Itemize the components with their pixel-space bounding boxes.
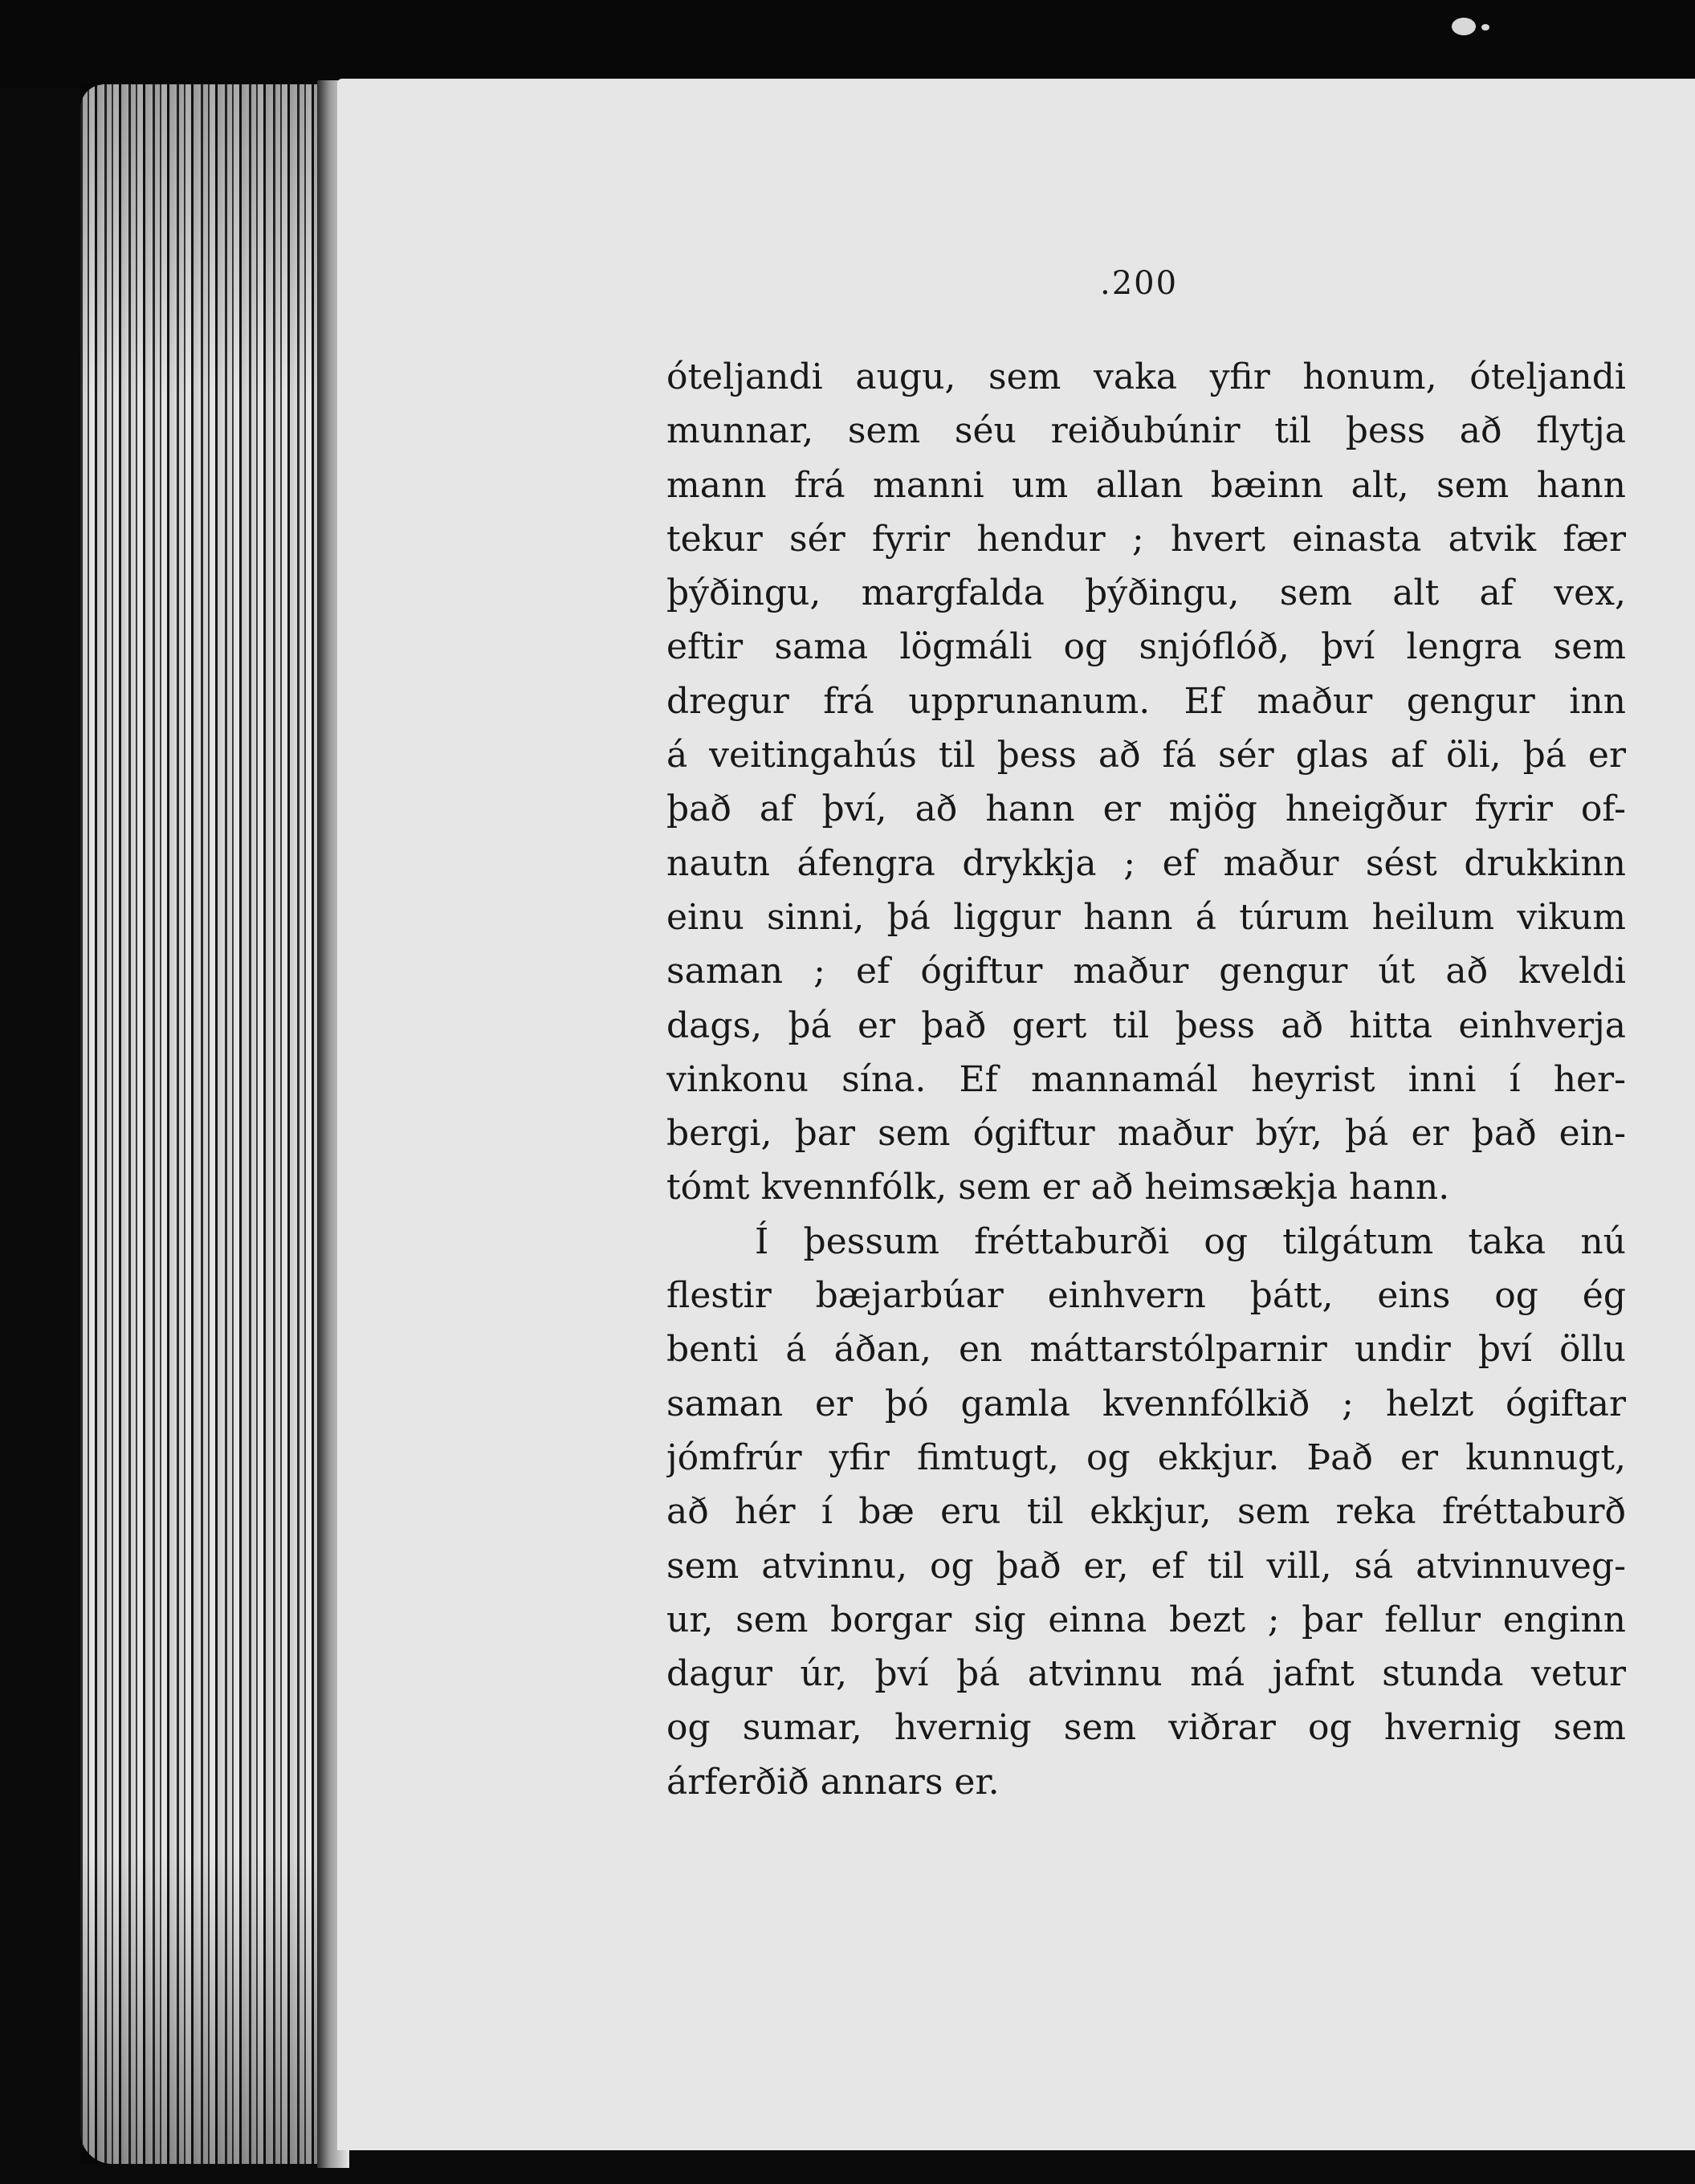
text-line: benti á áðan, en máttarstólparnir undir því öllu — [666, 1329, 1626, 1371]
body-text — [666, 350, 1626, 1809]
text-line: sem atvinnu, og það er, ef til vill, sá atvinnuveg- — [666, 1545, 1626, 1587]
text-line: dagur úr, því þá atvinnu má jafnt stunda vetur — [666, 1653, 1626, 1695]
text-line: árferðið annars er. — [666, 1761, 1000, 1803]
text-line: að hér í bæ eru til ekkjur, sem reka fréttaburð — [666, 1491, 1626, 1533]
text-line: saman er þó gamla kvennfólkið ; helzt ógiftar — [666, 1383, 1626, 1424]
text-line: einu sinni, þá liggur hann á túrum heilum vikum — [666, 896, 1626, 938]
dust-speck — [1452, 18, 1476, 35]
text-line: jómfrúr yfir fimtugt, og ekkjur. Það er kunnugt, — [666, 1436, 1626, 1478]
text-line: nautn áfengra drykkja ; ef maður sést drukkinn — [666, 842, 1626, 884]
text-line: tómt kvennfólk, sem er að heimsækja hann. — [666, 1167, 1450, 1208]
text-line: og sumar, hvernig sem viðrar og hvernig sem — [666, 1707, 1626, 1749]
text-line: dags, þá er það gert til þess að hitta einhverja — [666, 1004, 1626, 1046]
text-line: ur, sem borgar sig einna bezt ; þar fellur enginn — [666, 1599, 1626, 1640]
text-line: bergi, þar sem ógiftur maður býr, þá er það ein- — [666, 1113, 1626, 1155]
text-line: óteljandi augu, sem vaka yfir honum, óteljandi — [666, 357, 1626, 397]
text-line: saman ; ef ógiftur maður gengur út að kveldi — [666, 951, 1626, 992]
page-number: .200 — [1100, 265, 1179, 302]
text-line: vinkonu sína. Ef mannamál heyrist inni í her- — [666, 1058, 1626, 1100]
dust-speck — [1481, 24, 1489, 31]
text-line: eftir sama lögmáli og snjóflóð, því lengra sem — [666, 626, 1626, 668]
paragraph-first-line: Í þessum fréttaburði og tilgátum taka nú — [755, 1220, 1626, 1262]
text-line: þýðingu, margfalda þýðingu, sem alt af vex, — [666, 572, 1626, 614]
text-line: dregur frá upprunanum. Ef maður gengur inn — [666, 680, 1626, 722]
text-line: munnar, sem séu reiðubúnir til þess að flytja — [666, 410, 1626, 452]
text-line: mann frá manni um allan bæinn alt, sem hann — [666, 464, 1626, 506]
stacked-page-edges — [80, 84, 345, 2164]
text-line: það af því, að hann er mjög hneigður fyrir of- — [666, 788, 1626, 830]
top-dark-border — [0, 0, 1695, 88]
text-line: á veitingahús til þess að fá sér glas af öli, þá er — [666, 735, 1626, 776]
text-line: flestir bæjarbúar einhvern þátt, eins og ég — [666, 1275, 1626, 1317]
text-line: tekur sér fyrir hendur ; hvert einasta atvik fær — [666, 518, 1626, 560]
